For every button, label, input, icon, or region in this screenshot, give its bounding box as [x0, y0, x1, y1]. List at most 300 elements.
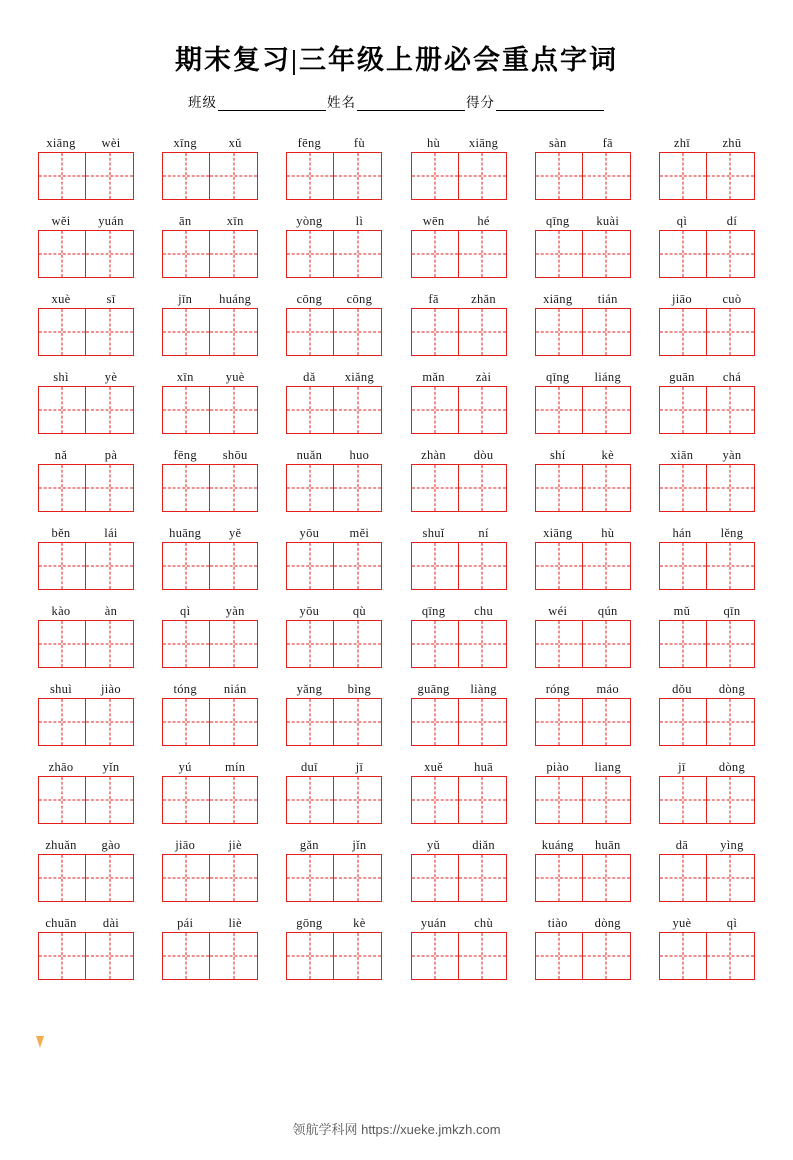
tianzige-box[interactable] — [286, 932, 334, 980]
word-slot — [409, 601, 509, 668]
tianzige-box[interactable] — [162, 932, 210, 980]
tianzige-box[interactable] — [459, 698, 507, 746]
tianzige-pair — [286, 386, 382, 434]
pinyin-syllable: sàn — [548, 136, 567, 150]
tianzige-box[interactable] — [659, 308, 707, 356]
tianzige-box[interactable] — [707, 542, 755, 590]
tianzige-box[interactable] — [162, 620, 210, 668]
pinyin-syllable: huāng — [169, 526, 202, 540]
word-slot — [284, 133, 384, 200]
word-slot — [284, 367, 384, 434]
pinyin-syllable: yǎng — [296, 682, 323, 696]
word-slot — [533, 289, 633, 356]
tianzige-pair — [535, 698, 631, 746]
tianzige-box[interactable] — [535, 464, 583, 512]
pinyin-row — [533, 445, 633, 462]
pinyin-row — [657, 601, 757, 618]
pinyin-syllable: xiǎng — [344, 370, 375, 384]
tianzige-pair — [38, 776, 134, 824]
pinyin-syllable: lì — [355, 214, 364, 228]
tianzige-box[interactable] — [411, 464, 459, 512]
tianzige-box[interactable] — [334, 386, 382, 434]
tianzige-box[interactable] — [535, 698, 583, 746]
pinyin-row — [284, 289, 384, 306]
tianzige-box[interactable] — [286, 542, 334, 590]
pinyin-syllable: jī — [678, 760, 686, 774]
name-field — [327, 91, 466, 111]
word-slot — [409, 913, 509, 980]
tianzige-box[interactable] — [286, 620, 334, 668]
pinyin-syllable: liáng — [594, 370, 621, 384]
tianzige-box[interactable] — [86, 386, 134, 434]
tianzige-box[interactable] — [86, 698, 134, 746]
tianzige-box[interactable] — [334, 854, 382, 902]
tianzige-box[interactable] — [286, 464, 334, 512]
tianzige-box[interactable] — [38, 854, 86, 902]
tianzige-box[interactable] — [459, 308, 507, 356]
tianzige-box[interactable] — [659, 542, 707, 590]
tianzige-box[interactable] — [459, 932, 507, 980]
tianzige-box[interactable] — [583, 464, 631, 512]
pinyin-syllable: qì — [676, 214, 688, 228]
tianzige-box[interactable] — [210, 464, 258, 512]
tianzige-box[interactable] — [411, 152, 459, 200]
tianzige-box[interactable] — [411, 854, 459, 902]
tianzige-box[interactable] — [334, 698, 382, 746]
tianzige-box[interactable] — [459, 230, 507, 278]
tianzige-pair — [38, 230, 134, 278]
pinyin-syllable: xiāng — [543, 292, 573, 306]
tianzige-box[interactable] — [411, 308, 459, 356]
pinyin-syllable: chá — [722, 370, 742, 384]
tianzige-box[interactable] — [583, 152, 631, 200]
tianzige-box[interactable] — [707, 464, 755, 512]
pinyin-syllable: kè — [601, 448, 614, 462]
tianzige-box[interactable] — [535, 932, 583, 980]
worksheet-row — [36, 835, 757, 902]
word-slot — [657, 367, 757, 434]
tianzige-box[interactable] — [210, 620, 258, 668]
tianzige-box[interactable] — [286, 152, 334, 200]
pinyin-row — [533, 835, 633, 852]
pinyin-syllable: dā — [675, 838, 689, 852]
tianzige-box[interactable] — [38, 152, 86, 200]
pinyin-row — [657, 679, 757, 696]
pinyin-syllable: zhàn — [421, 448, 446, 462]
tianzige-box[interactable] — [38, 308, 86, 356]
tianzige-pair — [659, 308, 755, 356]
pinyin-row — [533, 289, 633, 306]
tianzige-box[interactable] — [162, 152, 210, 200]
tianzige-box[interactable] — [210, 932, 258, 980]
pinyin-grid-area — [0, 133, 793, 980]
word-slot — [409, 757, 509, 824]
pinyin-syllable: jiè — [228, 838, 242, 852]
tianzige-box[interactable] — [162, 230, 210, 278]
tianzige-box[interactable] — [86, 464, 134, 512]
pinyin-row — [409, 211, 509, 228]
word-slot — [36, 367, 136, 434]
word-slot — [160, 913, 260, 980]
tianzige-box[interactable] — [162, 776, 210, 824]
pinyin-syllable: chuān — [45, 916, 77, 930]
score-field — [466, 91, 605, 111]
tianzige-box[interactable] — [411, 698, 459, 746]
tianzige-box[interactable] — [459, 464, 507, 512]
tianzige-box[interactable] — [411, 620, 459, 668]
worksheet-row — [36, 679, 757, 746]
tianzige-pair — [659, 932, 755, 980]
tianzige-box[interactable] — [162, 542, 210, 590]
tianzige-box[interactable] — [86, 308, 134, 356]
tianzige-box[interactable] — [210, 542, 258, 590]
pinyin-row — [409, 679, 509, 696]
pinyin-row — [409, 523, 509, 540]
word-slot — [657, 913, 757, 980]
pinyin-syllable: měi — [349, 526, 370, 540]
pinyin-row — [533, 211, 633, 228]
tianzige-box[interactable] — [38, 230, 86, 278]
pinyin-syllable: dòu — [473, 448, 494, 462]
tianzige-box[interactable] — [86, 932, 134, 980]
worksheet-row — [36, 913, 757, 980]
tianzige-pair — [286, 776, 382, 824]
pinyin-row — [533, 367, 633, 384]
tianzige-pair — [286, 542, 382, 590]
pinyin-row — [409, 445, 509, 462]
word-slot — [160, 757, 260, 824]
tianzige-box[interactable] — [659, 698, 707, 746]
tianzige-box[interactable] — [86, 542, 134, 590]
tianzige-box[interactable] — [162, 308, 210, 356]
pinyin-row — [160, 757, 260, 774]
word-slot — [409, 835, 509, 902]
word-slot — [36, 835, 136, 902]
pinyin-syllable: xiāng — [468, 136, 499, 150]
word-slot — [36, 679, 136, 746]
tianzige-box[interactable] — [86, 620, 134, 668]
tianzige-box[interactable] — [286, 698, 334, 746]
pinyin-row — [36, 445, 136, 462]
tianzige-box[interactable] — [707, 308, 755, 356]
pinyin-row — [160, 445, 260, 462]
name-blank[interactable] — [357, 97, 465, 111]
tianzige-box[interactable] — [38, 620, 86, 668]
pinyin-syllable: dòng — [718, 682, 746, 696]
tianzige-pair — [286, 620, 382, 668]
tianzige-pair — [659, 854, 755, 902]
word-slot — [533, 133, 633, 200]
pinyin-syllable: xuě — [424, 760, 444, 774]
pinyin-syllable: fā — [428, 292, 439, 306]
tianzige-pair — [411, 854, 507, 902]
tianzige-box[interactable] — [707, 932, 755, 980]
pinyin-syllable: yuè — [672, 916, 692, 930]
tianzige-box[interactable] — [210, 152, 258, 200]
pinyin-row — [284, 445, 384, 462]
tianzige-pair — [411, 776, 507, 824]
word-slot — [533, 679, 633, 746]
word-slot — [160, 835, 260, 902]
tianzige-box[interactable] — [411, 542, 459, 590]
tianzige-box[interactable] — [459, 542, 507, 590]
word-slot — [36, 211, 136, 278]
score-blank[interactable] — [496, 97, 604, 111]
tianzige-box[interactable] — [707, 854, 755, 902]
tianzige-box[interactable] — [411, 776, 459, 824]
tianzige-box[interactable] — [162, 698, 210, 746]
pinyin-syllable: piào — [546, 760, 570, 774]
tianzige-box[interactable] — [707, 698, 755, 746]
tianzige-box[interactable] — [334, 620, 382, 668]
worksheet-row — [36, 133, 757, 200]
tianzige-box[interactable] — [583, 620, 631, 668]
word-slot — [284, 835, 384, 902]
word-slot — [657, 601, 757, 668]
word-slot — [284, 601, 384, 668]
tianzige-box[interactable] — [659, 620, 707, 668]
tianzige-box[interactable] — [334, 932, 382, 980]
pinyin-syllable: mín — [225, 760, 246, 774]
pinyin-row — [533, 757, 633, 774]
tianzige-pair — [162, 854, 258, 902]
tianzige-box[interactable] — [38, 932, 86, 980]
word-slot — [284, 913, 384, 980]
name-label: 姓名 — [327, 95, 356, 110]
tianzige-box[interactable] — [583, 932, 631, 980]
pinyin-syllable: jīn — [178, 292, 193, 306]
tianzige-box[interactable] — [286, 854, 334, 902]
pinyin-row — [36, 289, 136, 306]
pinyin-syllable: huo — [349, 448, 370, 462]
word-slot — [409, 523, 509, 590]
tianzige-box[interactable] — [286, 308, 334, 356]
tianzige-box[interactable] — [162, 464, 210, 512]
tianzige-box[interactable] — [583, 308, 631, 356]
tianzige-box[interactable] — [38, 464, 86, 512]
tianzige-box[interactable] — [535, 230, 583, 278]
tianzige-box[interactable] — [707, 620, 755, 668]
tianzige-box[interactable] — [162, 854, 210, 902]
tianzige-box[interactable] — [162, 386, 210, 434]
word-slot — [160, 601, 260, 668]
pinyin-syllable: chù — [474, 916, 494, 930]
tianzige-box[interactable] — [86, 776, 134, 824]
pinyin-syllable: xǔ — [228, 136, 242, 150]
pinyin-syllable: jiāo — [671, 292, 692, 306]
tianzige-box[interactable] — [411, 230, 459, 278]
pinyin-syllable: tián — [597, 292, 618, 306]
tianzige-pair — [535, 230, 631, 278]
tianzige-box[interactable] — [659, 230, 707, 278]
tianzige-box[interactable] — [286, 386, 334, 434]
tianzige-box[interactable] — [659, 932, 707, 980]
tianzige-pair — [162, 386, 258, 434]
pinyin-syllable: yìng — [720, 838, 744, 852]
pinyin-syllable: hán — [672, 526, 692, 540]
tianzige-box[interactable] — [459, 620, 507, 668]
tianzige-box[interactable] — [707, 152, 755, 200]
tianzige-box[interactable] — [286, 230, 334, 278]
tianzige-box[interactable] — [659, 464, 707, 512]
pinyin-syllable: shōu — [222, 448, 248, 462]
tianzige-box[interactable] — [334, 464, 382, 512]
pinyin-row — [409, 367, 509, 384]
tianzige-box[interactable] — [459, 854, 507, 902]
pinyin-syllable: duī — [300, 760, 318, 774]
pinyin-syllable: nuǎn — [296, 448, 323, 462]
tianzige-box[interactable] — [210, 386, 258, 434]
pinyin-row — [284, 133, 384, 150]
page-corner-mark — [36, 1036, 44, 1048]
word-slot — [657, 445, 757, 512]
pinyin-syllable: huā — [474, 760, 494, 774]
tianzige-box[interactable] — [38, 386, 86, 434]
pinyin-syllable: gōng — [296, 916, 323, 930]
pinyin-row — [160, 289, 260, 306]
pinyin-syllable: yòng — [296, 214, 323, 228]
word-slot — [284, 445, 384, 512]
pinyin-syllable: mǎn — [422, 370, 445, 384]
tianzige-box[interactable] — [659, 776, 707, 824]
tianzige-box[interactable] — [583, 386, 631, 434]
tianzige-box[interactable] — [535, 620, 583, 668]
pinyin-syllable: huān — [595, 838, 621, 852]
pinyin-syllable: yǔ — [427, 838, 441, 852]
pinyin-syllable: yè — [104, 370, 118, 384]
tianzige-box[interactable] — [659, 386, 707, 434]
pinyin-syllable: diǎn — [472, 838, 495, 852]
tianzige-pair — [659, 464, 755, 512]
pinyin-syllable: tiào — [547, 916, 568, 930]
tianzige-box[interactable] — [411, 932, 459, 980]
pinyin-syllable: lěng — [720, 526, 744, 540]
tianzige-box[interactable] — [535, 152, 583, 200]
tianzige-box[interactable] — [334, 308, 382, 356]
tianzige-box[interactable] — [210, 776, 258, 824]
pinyin-syllable: fù — [353, 136, 365, 150]
tianzige-box[interactable] — [707, 776, 755, 824]
site-name: 领航学科网 — [292, 1122, 358, 1137]
tianzige-pair — [38, 854, 134, 902]
pinyin-syllable: tóng — [173, 682, 197, 696]
tianzige-box[interactable] — [459, 152, 507, 200]
tianzige-box[interactable] — [583, 776, 631, 824]
pinyin-syllable: zhuǎn — [45, 838, 77, 852]
pinyin-syllable: jiāo — [175, 838, 196, 852]
tianzige-box[interactable] — [535, 308, 583, 356]
pinyin-row — [36, 367, 136, 384]
tianzige-pair — [38, 620, 134, 668]
pinyin-syllable: lái — [104, 526, 118, 540]
tianzige-box[interactable] — [38, 776, 86, 824]
word-slot — [533, 757, 633, 824]
pinyin-row — [533, 133, 633, 150]
tianzige-pair — [535, 776, 631, 824]
tianzige-box[interactable] — [659, 854, 707, 902]
tianzige-pair — [535, 308, 631, 356]
tianzige-box[interactable] — [459, 776, 507, 824]
tianzige-box[interactable] — [583, 698, 631, 746]
tianzige-pair — [535, 620, 631, 668]
pinyin-syllable: xiāng — [543, 526, 573, 540]
tianzige-box[interactable] — [86, 152, 134, 200]
tianzige-box[interactable] — [659, 152, 707, 200]
tianzige-box[interactable] — [86, 230, 134, 278]
pinyin-syllable: ān — [178, 214, 192, 228]
worksheet-row — [36, 523, 757, 590]
pinyin-syllable: běn — [51, 526, 71, 540]
tianzige-pair — [535, 152, 631, 200]
tianzige-pair — [286, 698, 382, 746]
tianzige-pair — [411, 464, 507, 512]
pinyin-syllable: bìng — [347, 682, 372, 696]
tianzige-box[interactable] — [707, 230, 755, 278]
tianzige-pair — [659, 542, 755, 590]
pinyin-syllable: cuò — [722, 292, 742, 306]
tianzige-box[interactable] — [459, 386, 507, 434]
pinyin-syllable: pà — [104, 448, 118, 462]
tianzige-box[interactable] — [334, 152, 382, 200]
tianzige-box[interactable] — [583, 854, 631, 902]
word-slot — [284, 289, 384, 356]
pinyin-syllable: yuán — [420, 916, 447, 930]
word-slot — [36, 289, 136, 356]
tianzige-box[interactable] — [38, 698, 86, 746]
pinyin-syllable: xiāng — [46, 136, 76, 150]
tianzige-box[interactable] — [210, 854, 258, 902]
pinyin-row — [36, 835, 136, 852]
tianzige-box[interactable] — [707, 386, 755, 434]
tianzige-pair — [38, 386, 134, 434]
word-slot — [533, 367, 633, 434]
tianzige-box[interactable] — [86, 854, 134, 902]
pinyin-row — [36, 757, 136, 774]
tianzige-box[interactable] — [38, 542, 86, 590]
pinyin-syllable: qún — [597, 604, 618, 618]
pinyin-syllable: yàn — [722, 448, 742, 462]
tianzige-box[interactable] — [334, 230, 382, 278]
tianzige-box[interactable] — [535, 776, 583, 824]
tianzige-pair — [535, 464, 631, 512]
page-title-left: 期末复习 — [175, 45, 292, 75]
pinyin-row — [284, 757, 384, 774]
tianzige-box[interactable] — [334, 542, 382, 590]
pinyin-syllable: qīng — [421, 604, 446, 618]
word-slot — [657, 133, 757, 200]
tianzige-box[interactable] — [535, 542, 583, 590]
pinyin-row — [160, 601, 260, 618]
word-slot — [657, 289, 757, 356]
worksheet-row — [36, 367, 757, 434]
word-slot — [160, 523, 260, 590]
tianzige-box[interactable] — [210, 308, 258, 356]
tianzige-box[interactable] — [535, 386, 583, 434]
tianzige-box[interactable] — [583, 542, 631, 590]
tianzige-box[interactable] — [411, 386, 459, 434]
tianzige-box[interactable] — [286, 776, 334, 824]
class-blank[interactable] — [218, 97, 326, 111]
tianzige-pair — [38, 932, 134, 980]
pinyin-syllable: xīn — [226, 214, 244, 228]
tianzige-box[interactable] — [210, 230, 258, 278]
tianzige-box[interactable] — [210, 698, 258, 746]
word-slot — [160, 445, 260, 512]
tianzige-box[interactable] — [535, 854, 583, 902]
tianzige-box[interactable] — [583, 230, 631, 278]
score-label: 得分 — [466, 95, 495, 110]
tianzige-box[interactable] — [334, 776, 382, 824]
